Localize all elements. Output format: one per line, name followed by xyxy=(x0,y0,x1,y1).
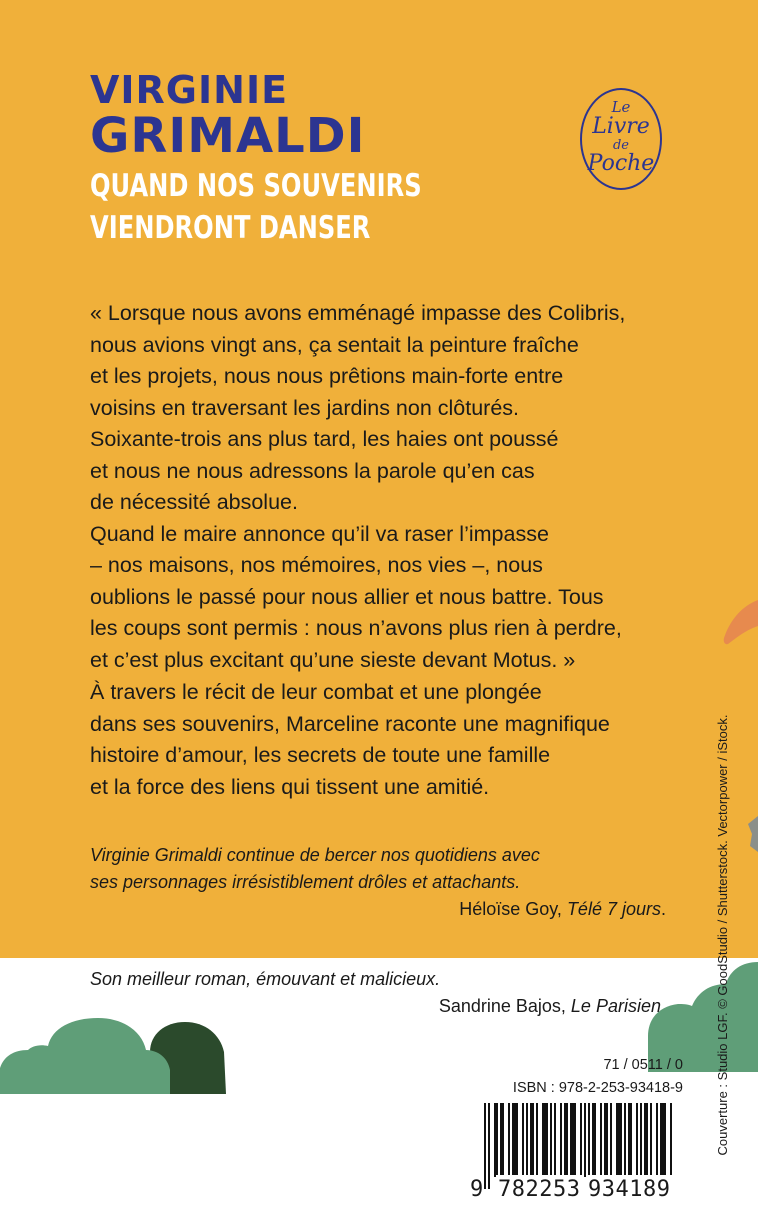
barcode-bar xyxy=(564,1103,566,1177)
barcode-bar xyxy=(670,1103,672,1177)
barcode-bar xyxy=(500,1103,502,1177)
blurb-line: Soixante-trois ans plus tard, les haies ont poussé xyxy=(90,427,559,451)
author-last-name: GRIMALDI xyxy=(90,108,366,164)
quote-attribution xyxy=(90,896,666,923)
blurb-line: « Lorsque nous avons emménagé impasse des Colibris, xyxy=(90,301,626,325)
barcode-bar xyxy=(664,1103,666,1177)
blurb-paragraph-1 xyxy=(90,298,700,676)
barcode-bar xyxy=(546,1103,548,1177)
barcode-first-digit: 9 xyxy=(470,1177,484,1202)
barcode-right-group: 934189 xyxy=(586,1175,672,1205)
bird-wing-shape xyxy=(724,600,758,644)
logo-de: de xyxy=(612,138,629,153)
bird-wing-illustration xyxy=(722,598,758,646)
book-title-line-1: QUAND NOS SOUVENIRS xyxy=(90,168,422,204)
barcode-bar xyxy=(502,1103,504,1177)
blurb-line: nous avions vingt ans, ça sentait la peinture fraîche xyxy=(90,332,579,357)
barcode-bar xyxy=(656,1103,658,1177)
cover-credit xyxy=(712,700,734,1170)
logo-livre: Livre xyxy=(592,114,650,139)
barcode-bar xyxy=(566,1103,568,1177)
barcode xyxy=(470,1103,685,1203)
quote-author: Sandrine Bajos, xyxy=(438,996,571,1016)
blurb-line: les coups sont permis : nous n’avons plus rien à perdre, xyxy=(90,616,622,640)
barcode-bar xyxy=(600,1103,602,1177)
press-quote-1 xyxy=(90,842,666,923)
bird-tail-shape xyxy=(748,816,758,852)
blurb-line: de nécessité absolue. xyxy=(90,490,298,514)
barcode-bar xyxy=(508,1103,510,1177)
press-quote-2 xyxy=(90,966,666,1020)
quote-line: Virginie Grimaldi continue de bercer nos quotidiens avec xyxy=(90,845,540,865)
blurb-line: histoire d’amour, les secrets de toute une famille xyxy=(90,743,551,767)
barcode-bar xyxy=(522,1103,524,1177)
blurb-line: dans ses souvenirs, Marceline raconte une magnifique xyxy=(90,711,610,736)
blurb-line: À travers le récit de leur combat et une plongée xyxy=(90,680,542,704)
quote-line: Son meilleur roman, émouvant et malicieux. xyxy=(90,969,441,989)
quote-end: . xyxy=(660,899,666,919)
barcode-bar xyxy=(560,1103,562,1177)
barcode-bar xyxy=(544,1103,546,1177)
logo-poche: Poche xyxy=(587,151,655,176)
barcode-bar xyxy=(512,1103,514,1177)
barcode-bar xyxy=(662,1103,664,1177)
barcode-bar xyxy=(616,1103,618,1177)
quote-attribution xyxy=(90,993,666,1020)
barcode-bar xyxy=(604,1103,606,1177)
product-code: 71 / 0511 / 0 xyxy=(603,1057,683,1073)
barcode-bar xyxy=(594,1103,596,1177)
barcode-bar xyxy=(516,1103,518,1177)
barcode-bar xyxy=(536,1103,538,1177)
barcode-bar xyxy=(532,1103,534,1177)
blurb-line: et les projets, nous nous prêtions main-forte entre xyxy=(90,364,564,388)
barcode-bar xyxy=(494,1103,496,1177)
barcode-bar xyxy=(628,1103,630,1177)
logo-le: Le xyxy=(611,98,631,116)
barcode-bar xyxy=(640,1103,642,1177)
author-first-name: VIRGINIE xyxy=(90,68,289,112)
blurb-paragraph-2 xyxy=(90,677,700,803)
quote-author: Héloïse Goy, xyxy=(459,899,567,919)
quote-line: ses personnages irrésistiblement drôles et attachants. xyxy=(90,872,521,892)
publisher-logo xyxy=(580,88,662,190)
barcode-bar xyxy=(646,1103,648,1177)
barcode-bar xyxy=(620,1103,622,1177)
barcode-bar xyxy=(650,1103,652,1177)
barcode-bar xyxy=(526,1103,528,1177)
bush-green xyxy=(0,1018,170,1094)
isbn-number: ISBN : 978-2-253-93418-9 xyxy=(512,1080,683,1096)
blurb-line: oublions le passé pour nous allier et nous battre. Tous xyxy=(90,584,604,609)
blurb-line: et c’est plus excitant qu’une sieste devant Motus. » xyxy=(90,647,576,672)
barcode-bar xyxy=(570,1103,572,1177)
barcode-bar xyxy=(610,1103,612,1177)
barcode-bar xyxy=(554,1103,556,1177)
blurb-line: voisins en traversant les jardins non clôturés. xyxy=(90,395,520,420)
barcode-bar xyxy=(606,1103,608,1177)
blurb-line: Quand le maire annonce qu’il va raser l’impasse xyxy=(90,521,549,546)
barcode-bar xyxy=(542,1103,544,1177)
barcode-bar xyxy=(644,1103,646,1177)
quote-source: Télé 7 jours xyxy=(566,899,661,919)
barcode-digits xyxy=(470,1175,685,1205)
barcode-bar xyxy=(624,1103,626,1177)
barcode-left-group: 782253 xyxy=(496,1175,582,1205)
barcode-bar xyxy=(592,1103,594,1177)
quote-source: Le Parisien xyxy=(570,996,661,1016)
barcode-bar xyxy=(572,1103,574,1177)
barcode-bar xyxy=(574,1103,576,1177)
blurb-line: – nos maisons, nos mémoires, nos vies –, nous xyxy=(90,553,543,577)
quote-end: . xyxy=(660,996,666,1016)
cover-credit-text: Couverture : Studio LGF. © GoodStudio / Shutterstock. Vectorpower / iStock. xyxy=(715,714,730,1156)
barcode-bar xyxy=(584,1103,586,1177)
book-title-line-2: VIENDRONT DANSER xyxy=(90,210,371,246)
barcode-bar xyxy=(550,1103,552,1177)
barcode-bar xyxy=(636,1103,638,1177)
barcode-bar xyxy=(496,1103,498,1177)
barcode-bar xyxy=(618,1103,620,1177)
barcode-bar xyxy=(630,1103,632,1177)
barcode-bar xyxy=(588,1103,590,1177)
barcode-bar xyxy=(530,1103,532,1177)
blurb-line: et la force des liens qui tissent une amitié. xyxy=(90,774,490,799)
blurb-line: et nous ne nous adressons la parole qu’en cas xyxy=(90,458,535,483)
barcode-bar xyxy=(514,1103,516,1177)
barcode-bar xyxy=(660,1103,662,1177)
bird-tail-illustration xyxy=(746,816,758,852)
bush-illustration-left xyxy=(0,1018,232,1094)
